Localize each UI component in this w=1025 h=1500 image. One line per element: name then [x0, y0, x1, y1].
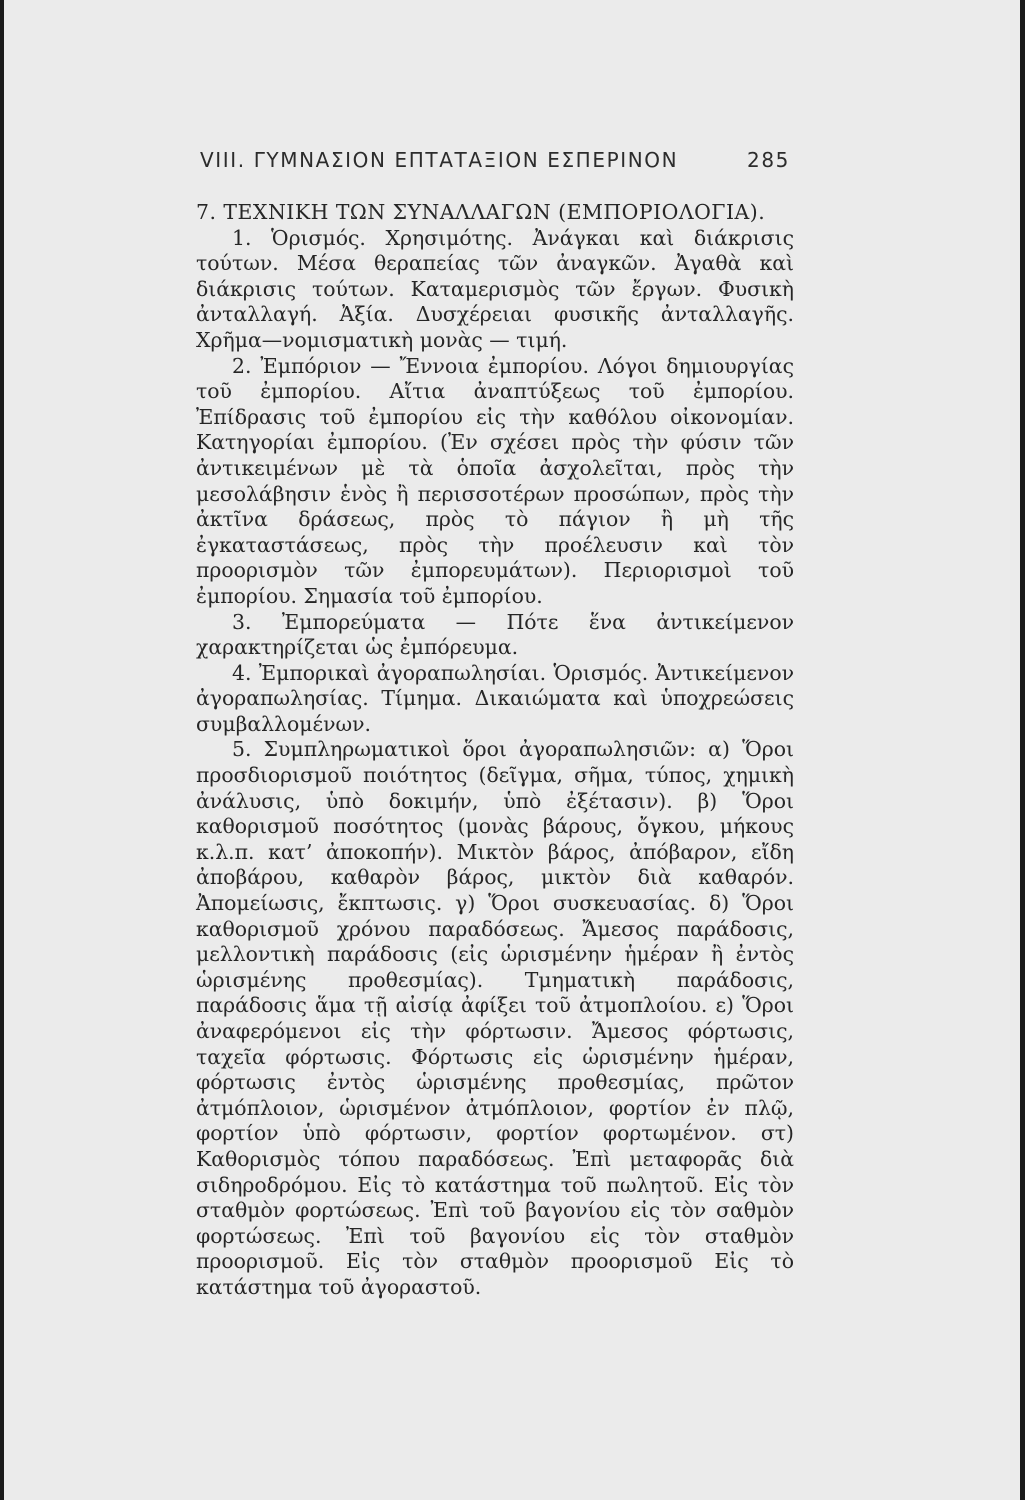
header-title: VIII. ΓΥΜΝΑΣΙΟΝ ΕΠΤΑΤΑΞΙΟΝ ΕΣΠΕΡΙΝΟΝ [200, 148, 679, 172]
paragraph-2: 2. Ἐμπόριον — Ἔννοια ἐμπορίου. Λόγοι δημιουργίας τοῦ ἐμπορίου. Αἴτια ἀναπτύξεως τοῦ ἐμπορίου. Ἐπίδρασις τοῦ ἐμπορίου εἰς τὴν καθόλου οἰκονομίαν. Κατηγορίαι ἐμπορίου. (Ἐν σχέσει πρὸς τὴν φύσιν τῶν ἀντικειμένων μὲ τὰ ὁποῖα ἀσχολεῖται, πρὸς τὴν μεσολάβησιν ἑνὸς ἢ περισσοτέρων προσώπων, πρὸς τὴν ἀκτῖνα δράσεως, πρὸς τὸ πάγιον ἢ μὴ τῆς ἐγκαταστάσεως, πρὸς τὴν προέλευσιν καὶ τὸν προορισμὸν τῶν ἐμπορευμάτων). Περιορισμοὶ τοῦ ἐμπορίου. Σημασία τοῦ ἐμπορίου. [196, 353, 794, 608]
scan-border-left [0, 0, 4, 1500]
paragraph-3: 3. Ἐμπορεύματα — Πότε ἕνα ἀντικείμενον χαρακτηρίζεται ὡς ἐμπόρευμα. [196, 609, 794, 660]
body-text [196, 200, 794, 1301]
paragraph-5: 5. Συμπληρωματικοὶ ὅροι ἀγοραπωλησιῶν: α) Ὅροι προσδιορισμοῦ ποιότητος (δεῖγμα, σῆμα, τύπος, χημικὴ ἀνάλυσις, ὑπὸ δοκιμήν, ὑπὸ ἐξέτασιν). β) Ὅροι καθορισμοῦ ποσότητος (μονὰς βάρους, ὄγκου, μήκους κ.λ.π. κατ’ ἀποκοπήν). Μικτὸν βάρος, ἀπόβαρον, εἴδη ἀποβάρου, καθαρὸν βάρος, μικτὸν διὰ καθαρόν. Ἀπομείωσις, ἔκπτωσις. γ) Ὅροι συσκευασίας. δ) Ὅροι καθορισμοῦ χρόνου παραδόσεως. Ἄμεσος παράδοσις, μελλοντικὴ παράδοσις (εἰς ὡρισμένην ἡμέραν ἢ ἐντὸς ὡρισμένης προθεσμίας). Τμηματικὴ παράδοσις, παράδοσις ἅμα τῇ αἰσίᾳ ἀφίξει τοῦ ἀτμοπλοίου. ε) Ὅροι ἀναφερόμενοι εἰς τὴν φόρτωσιν. Ἄμεσος φόρτωσις, ταχεῖα φόρτωσις. Φόρτωσις εἰς ὡρισμένην ἡμέραν, φόρτωσις ἐντὸς ὡρισμένης προθεσμίας, πρῶτον ἀτμόπλοιον, ὡρισμένον ἀτμόπλοιον, φορτίον ἐν πλῷ, φορτίον ὑπὸ φόρτωσιν, φορτίον φορτωμένον. στ) Καθορισμὸς τόπου παραδόσεως. Ἐπὶ μεταφορᾶς διὰ σιδηροδρόμου. Εἰς τὸ κατάστημα τοῦ πωλητοῦ. Εἰς τὸν σταθμὸν φορτώσεως. Ἐπὶ τοῦ βαγονίου εἰς τὸν σαθμὸν φορτώσεως. Ἐπὶ τοῦ βαγονίου εἰς τὸν σταθμὸν προορισμοῦ. Εἰς τὸν σταθμὸν προορισμοῦ Εἰς τὸ κατάστημα τοῦ ἀγοραστοῦ. [196, 737, 794, 1299]
section-title: 7. ΤΕΧΝΙΚΗ ΤΩΝ ΣΥΝΑΛΛΑΓΩΝ (ΕΜΠΟΡΙΟΛΟΓΙΑ). [196, 200, 766, 224]
running-header [200, 148, 790, 172]
page-number: 285 [747, 148, 790, 172]
paragraph-1: 1. Ὁρισμός. Χρησιμότης. Ἀνάγκαι καὶ διάκρισις τούτων. Μέσα θεραπείας τῶν ἀναγκῶν. Ἀγαθὰ καὶ διάκρισις τούτων. Καταμερισμὸς τῶν ἔργων. Φυσικὴ ἀνταλλαγή. Ἀξία. Δυσχέρειαι φυσικῆς ἀνταλλαγῆς. Χρῆμα—νομισματικὴ μονὰς — τιμή. [196, 225, 794, 352]
paragraph-4: 4. Ἐμπορικαὶ ἀγοραπωλησίαι. Ὁρισμός. Ἀντικείμενον ἀγοραπωλησίας. Τίμημα. Δικαιώματα καὶ ὑποχρεώσεις συμβαλλομένων. [196, 660, 794, 736]
scan-border-right [1020, 0, 1025, 1500]
